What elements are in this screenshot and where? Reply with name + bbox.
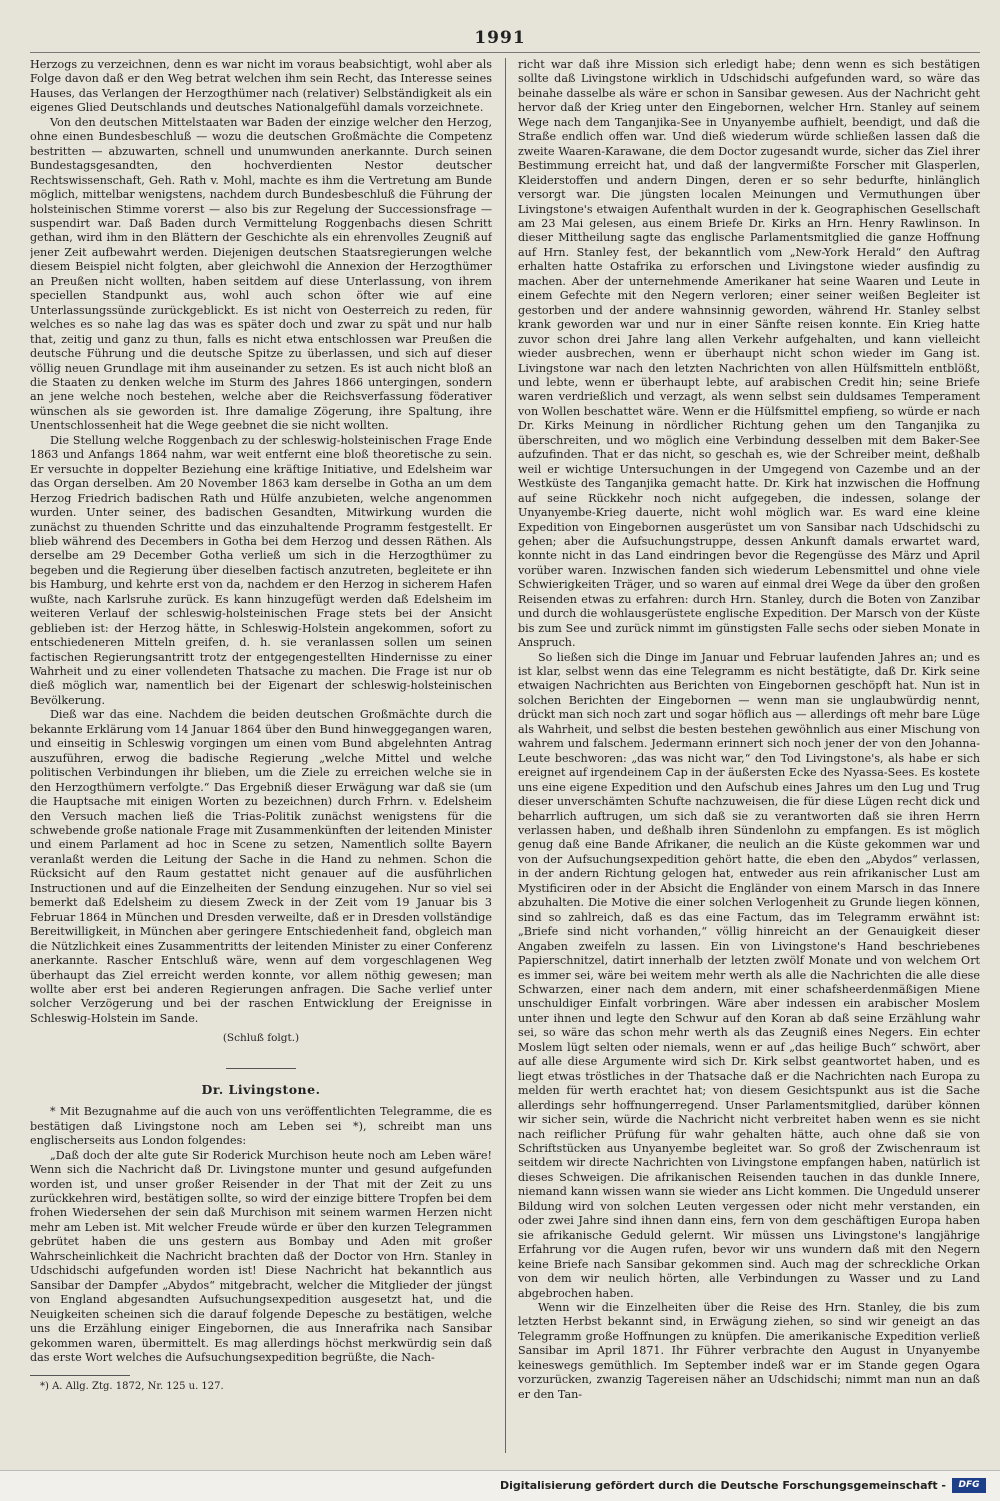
livingstone-intro: * Mit Bezugnahme auf die auch von uns veröffentlichten Telegramme, die es bestätigen daß Livingstone noch am Leben sei *), schreibt man uns englischerseits aus London folgendes: [30,1105,492,1148]
article-columns [30,58,980,1453]
footnote-divider [30,1375,130,1376]
paragraph: Die Stellung welche Roggenbach zu der schleswig-holsteinischen Frage Ende 1863 und Anfangs 1864 nahm, war weit entfernt eine bloß theoretische zu sein. Er versuchte in doppelter Beziehung eine kräftige Initiative, und Edelsheim war das Organ derselben. Am 20 November 1863 kam derselbe in Gotha an um dem Herzog Friedrich badischen Rath und Hülfe anzubieten, welche angenommen wurden. Unter seiner, des badischen Gesandten, Mitwirkung wurden die zunächst zu thuenden Schritte und das einzuhaltende Programm festgestellt. Er blieb während des Decembers in Gotha bei dem Herzog und dessen Räthen. Als derselbe am 29 December Gotha verließ um sich in die Herzogthümer zu begeben und die Regierung über dieselben factisch anzutreten, begleitete er ihn bis Hamburg, und kehrte erst von da, nachdem er den Herzog in sicherem Hafen wußte, nach Karlsruhe zurück. Es kann hinzugefügt werden daß Edelsheim im weiteren Verlauf der schleswig-holsteinischen Frage stets bei der Ansicht geblieben ist: der Herzog hätte, in Schleswig-Holstein angekommen, sofort zu entschiedeneren Mitteln greifen, d. h. sie veranlassen sollen um seinen factischen Regierungsantritt trotz der entgegengestellten Hindernisse zu einer Wahrheit und zu einer vollendeten Thatsache zu machen. Die Frage ist nur ob dieß möglich war, namentlich bei der Eigenart der schleswig-holsteinischen Bevölkerung. [30,433,492,707]
right-column [518,58,980,1453]
continuation-note: (Schluß folgt.) [222,1032,300,1045]
page-number: 1991 [474,28,526,48]
funding-notice: Digitalisierung gefördert durch die Deutsche Forschungsgemeinschaft - [499,1479,946,1492]
footer-bar [0,1470,1000,1501]
paragraph: Von den deutschen Mittelstaaten war Baden der einzige welcher den Herzog, ohne einen Bundesbeschluß — wozu die deutschen Großmächte die Competenz bestritten — abzuwarten, schnell und unumwunden anerkannte. Durch seinen Bundestagsgesandten, den hochverdienten Nestor deutscher Rechtswissenschaft, Geh. Rath v. Mohl, machte es ihm die Vertretung am Bunde möglich, mittelbar wenigstens, nachdem durch Bundesbeschluß die Führung der holsteinischen Stimme vorerst — also bis zur Regelung der Successionsfrage — suspendirt war. Daß Baden durch Vermittelung Roggenbachs diesen Schritt gethan, wird ihm in den Blättern der Geschichte als ein ehrenvolles Zeugniß auf jener Zeit aufbewahrt werden. Diejenigen deutschen Staatsregierungen welche diesem Beispiel nicht folgten, aber gleichwohl die Annexion der Herzogthümer an Preußen nicht wollten, haben seitdem auf diese Unterlassung, von ihrem speciellen Standpunkt aus, wohl auch schon öfter wie auf eine Unterlassungssünde zurückgeblickt. Es ist nicht von Oesterreich zu reden, für welches es so nahe lag das was es später doch und zwar zu spät und nur halb that, zeitig und ganz zu thun, falls es nicht etwa entschlossen war Preußen die deutsche Führung und die deutsche Spitze zu überlassen, und sich auf dieser völlig neuen Grundlage mit ihm auseinander zu setzen. Es ist auch nicht bloß an die Staaten zu denken welche im Sturm des Jahres 1866 untergingen, sondern an jene welche noch bestehen, welche aber die Reichsverfassung föderativer wünschen als sie geworden ist. Ihre damalige Zögerung, ihre Spaltung, ihre Unentschlossenheit hat die Wege geebnet die sie nicht wollten. [30,115,492,433]
paragraph: So ließen sich die Dinge im Januar und Februar laufenden Jahres an; und es ist klar, selbst wenn das eine Telegramm es nicht bestätigte, daß Dr. Kirk seine etwaigen Nachrichten aus Berichten von Eingebornen geschöpft hat. Nun ist in solchen Berichten der Eingebornen — wenn man sie unglaubwürdig nennt, drückt man sich noch zart und sogar höflich aus — allerdings oft mehr bare Lüge als Wahrheit, und selbst die besten bestehen gewöhnlich aus einer Mischung von wahrem und falschem. Jedermann erinnert sich noch jener der von den Johanna-Leute beschworen: „das was nicht war,“ den Tod Livingstone's, als habe er sich ereignet auf irgendeinem Cap in der äußersten Ecke des Nyassa-Sees. Es kostete uns eine eigene Expedition und den Aufschub eines Jahres um den Lug und Trug dieser unverschämten Schufte nachzuweisen, die für diese Lügen recht dick und beharrlich auftrugen, um sich daß sie zu verantworten daß sie ihren Herrn verlassen haben, und deßhalb ihren Sündenlohn zu empfangen. Es ist möglich genug daß eine Bande Afrikaner, die neulich an die Küste gekommen war und von der Aufsuchungsexpedition gehört hatte, die eben den „Abydos“ verlassen, in der andern Richtung gelogen hat, entweder aus rein afrikanischer Lust am Mystificiren oder in der Absicht die Engländer von einem Marsch in das Innere abzuhalten. Die Motive die einer solchen Verlogenheit zu Grunde liegen können, sind so zahlreich, daß es das eine Factum, das im Telegramm erwähnt ist: „Briefe sind nicht vorhanden,“ völlig hinreicht an der Genauigkeit dieser Angaben zweifeln zu lassen. Ein von Livingstone's Hand beschriebenes Papierschnitzel, datirt innerhalb der letzten zwölf Monate und von welchem Ort es immer sei, wäre bei weitem mehr werth als alle die Nachrichten die alle diese Schwarzen, einer nach dem andern, mit einer schafsheerdenmäßigen Miene unschuldiger Einfalt vorbringen. Wäre aber indessen ein arabischer Moslem unter ihnen und legte den Schwur auf den Koran ab daß seine Erzählung wahr sei, so wäre das schon mehr werth als das Zeugniß eines Negers. Ein echter Moslem lügt selten oder niemals, wenn er auf „das heilige Buch“ schwört, aber auf alle diese Argumente wird sich Dr. Kirk selbst geantwortet haben, und es liegt etwas tröstliches in der Thatsache daß er die Nachrichten nach Europa zu melden für werth erachtet hat; von diesem Gesichtspunkt aus ist die Sache allerdings sehr hoffnungerregend. Unser Parlamentsmitglied, darüber können wir sicher sein, würde die Nachricht nicht verbreitet haben wenn es sie nicht nach reiflicher Prüfung für wahr gehalten hätte, auch ohne daß sie von Schriftstücken aus Unyanyembe begleitet war. So groß der Zwischenraum ist seitdem wir directe Nachrichten von Livingstone empfangen haben, natürlich ist dieses Schweigen. Die afrikanischen Reisenden tauchen in das dunkle Innere, niemand kann wissen wann sie wieder ans Licht kommen. Die Ungeduld unserer Bildung wird von solchen Leuten vergessen oder nicht mehr verstanden, ein oder zwei Jahre sind ihnen dann eins, fern von dem geschäftigen Europa haben sie afrikanische Geduld gelernt. Wir müssen uns Livingstone's langjährige Erfahrung vor die Augen rufen, bevor wir uns wundern daß mit den Negern keine Briefe nach Sansibar gekommen sind. Auch mag der schreckliche Orkan von dem wir neulich hörten, alle Verbindungen zu Wasser und zu Land abgebrochen haben. [518,650,980,1300]
paragraph: richt war daß ihre Mission sich erledigt habe; denn wenn es sich bestätigen sollte daß Livingstone wirklich in Udschidschi aufgefunden ward, so wäre das beinahe dasselbe als wäre er schon in Sansibar gewesen. Aus der Nachricht geht hervor daß der Krieg unter den Eingebornen, welcher Hrn. Stanley auf seinem Wege nach dem Tanganjika-See in Unyanyembe aufhielt, beendigt, und daß die Straße endlich offen war. Und dieß wiederum würde schließen lassen daß die zweite Waaren-Karawane, die dem Doctor zugesandt wurde, sicher das Ziel ihrer Bestimmung erreicht hat, und daß der langvermißte Forscher mit Glasperlen, Kleiderstoffen und andern Dingen, deren er so sehr bedurfte, hinlänglich versorgt war. Die jüngsten localen Meinungen und Vermuthungen über Livingstone's etwaigen Aufenthalt wurden in der k. Geographischen Gesellschaft am 23 Mai gelesen, aus einem Briefe Dr. Kirks an Hrn. Henry Rawlinson. In dieser Mittheilung sagte das englische Parlamentsmitglied die ganze Hoffnung auf Hrn. Stanley fest, der bekanntlich vom „New-York Herald“ den Auftrag erhalten hatte Ostafrika zu erforschen und Livingstone wieder ausfindig zu machen. Aber der unternehmende Amerikaner hat seine Waaren und Leute in einem Gefechte mit den Negern verloren; einer seiner weißen Begleiter ist gestorben und der andere wahnsinnig geworden, während Hr. Stanley selbst krank geworden war und nur in einer Sänfte reisen konnte. Ein Krieg hatte zuvor schon drei Jahre lang allen Verkehr aufgehalten, und kann vielleicht wieder ausbrechen, wenn er überhaupt nicht schon wieder im Gang ist. Livingstone war nach den letzten Nachrichten von allen Hülfsmitteln entblößt, und lebte, wenn er überhaupt lebte, auf arabischen Credit hin; seine Briefe waren verdrießlich und verzagt, als wenn selbst sein duldsames Temperament von Wollen beschattet wäre. Wenn er die Hülfsmittel empfieng, so würde er nach Dr. Kirks Meinung in nördlicher Richtung gehen um den Tanganjika zu überschreiten, und wo möglich eine Verbindung desselben mit dem Baker-See aufzufinden. That er das nicht, so geschah es, wie der Schreiber meint, deßhalb weil er wichtige Untersuchungen in der Umgegend von Cazembe und an der Westküste des Tanganjika gemacht hatte. Dr. Kirk hat inzwischen die Hoffnung auf seine Rückkehr noch nicht aufgegeben, die indessen, solange der Unyanyembe-Krieg dauerte, nicht wohl möglich war. Es ward eine kleine Expedition von Eingebornen ausgerüstet um von Sansibar nach Udschidschi zu gehen; aber die Aufsuchungstruppe, dessen Ankunft damals erwartet ward, konnte nicht in das Land eindringen bevor die Regengüsse des März und April vorüber waren. Inzwischen fanden sich wiederum Lebensmittel und ohne viele Schwierigkeiten Träger, und so waren auf einmal drei Wege da über den großen Reisenden etwas zu erfahren: durch Hrn. Stanley, durch die Boten von Zanzibar und durch die wohlausgerüstete englische Expedition. Der Marsch von der Küste bis zum See und zurück nimmt im günstigsten Falle sechs oder sieben Monate in Anspruch. [518,58,980,650]
dfg-logo-icon: DFG [952,1478,986,1493]
section-divider [226,1068,296,1069]
paragraph: Dieß war das eine. Nachdem die beiden deutschen Großmächte durch die bekannte Erklärung vom 14 Januar 1864 über den Bund hinweggegangen waren, und einseitig in Schleswig vorgingen um einen vom Bund abgelehnten Antrag auszuführen, erwog die badische Regierung „welche Mittel und welche politischen Verbindungen ihr blieben, um die Ziele zu erreichen welche sie in den Herzogthümern verfolgte.“ Das Ergebniß dieser Erwägung war daß sie (um die Hauptsache mit einigen Worten zu bezeichnen) durch Frhrn. v. Edelsheim den Versuch machen ließ die Trias-Politik zunächst wenigstens für die schwebende große nationale Frage mit Zusammenkünften der leitenden Minister und einem Parlament ad hoc in Scene zu setzen, Namentlich sollte Bayern veranlaßt werden die Leitung der Sache in die Hand zu nehmen. Schon die Rücksicht auf den Raum gestattet nicht genauer auf die ausführlichen Instructionen und auf die Einzelheiten der Sendung einzugehen. Nur so viel sei bemerkt daß Edelsheim zu diesem Zweck in der Zeit vom 19 Januar bis 3 Februar 1864 in München und Dresden verweilte, daß er in Dresden vollständige Bereitwilligkeit, in München aber geringere Entschiedenheit fand, obgleich man die Nützlichkeit eines Zusammentritts der leitenden Minister zu einer Conferenz anerkannte. Rascher Entschluß wäre, wenn auf dem vorgeschlagenen Weg überhaupt das Ziel erreicht werden konnte, vor allem nöthig gewesen; man wollte aber erst bei anderen Regierungen anfragen. Die Sache verlief unter solcher Verzögerung und bei der raschen Entwicklung der Ereignisse in Schleswig-Holstein im Sande. [30,708,492,1025]
livingstone-quote: „Daß doch der alte gute Sir Roderick Murchison heute noch am Leben wäre! Wenn sich die Nachricht daß Dr. Livingstone munter und gesund aufgefunden worden ist, und unser großer Reisender in der That mit der Zeit zu uns zurückkehren wird, bestätigen sollte, so wird der einzige bittere Tropfen bei dem frohen Wiedersehen der sein daß Murchison mit seinem warmen Herzen nicht mehr am Leben ist. Mit welcher Freude würde er über den kurzen Telegrammen gebrütet haben die uns gestern aus Bombay und Aden mit großer Wahrscheinlichkeit die Nachricht brachten daß der Doctor von Hrn. Stanley in Udschidschi aufgefunden worden ist! Diese Nachricht hat bekanntlich aus Sansibar der Dampfer „Abydos“ mitgebracht, welcher die Mitglieder der jüngst von England abgesandten Aufsuchungsexpedition ausgesetzt hat, und die Neuigkeiten scheinen sich die darauf folgende Depesche zu bestätigen, welche uns die Erzählung einiger Eingebornen, die aus Innerafrika nach Sansibar gekommen waren, übermittelt. Es mag allerdings höchst merkwürdig sein daß das erste Wort welches die Aufsuchungsexpedition begrüßte, die Nach- [30,1148,492,1364]
paragraph: Herzogs zu verzeichnen, denn es war nicht im voraus beabsichtigt, wohl aber als Folge davon daß er den Weg betrat welchen ihm sein Recht, das Interesse seines Hauses, das Verlangen der Herzogthümer nach (relativer) Selbständigkeit als ein eigenes Glied Deutschlands und deutsches Nationalgefühl damals vorzeichnete. [30,58,492,115]
section-title: Dr. Livingstone. [201,1081,321,1097]
paragraph: Wenn wir die Einzelheiten über die Reise des Hrn. Stanley, die bis zum letzten Herbst bekannt sind, in Erwägung ziehen, so sind wir geneigt an das Telegramm große Hoffnungen zu knüpfen. Die amerikanische Expedition verließ Sansibar im April 1871. Ihr Führer verbrachte den August in Unyanyembe keineswegs gemüthlich. Im September indeß war er im Stande gegen Ogara vorzurücken, zwanzig Tagereisen näher an Udschidschi; nimmt man nun an daß er den Tan- [518,1300,980,1401]
header-rule [30,52,980,53]
footnote: *) A. Allg. Ztg. 1872, Nr. 125 u. 127. [40,1381,224,1393]
column-divider [505,58,506,1453]
left-column [30,58,492,1453]
